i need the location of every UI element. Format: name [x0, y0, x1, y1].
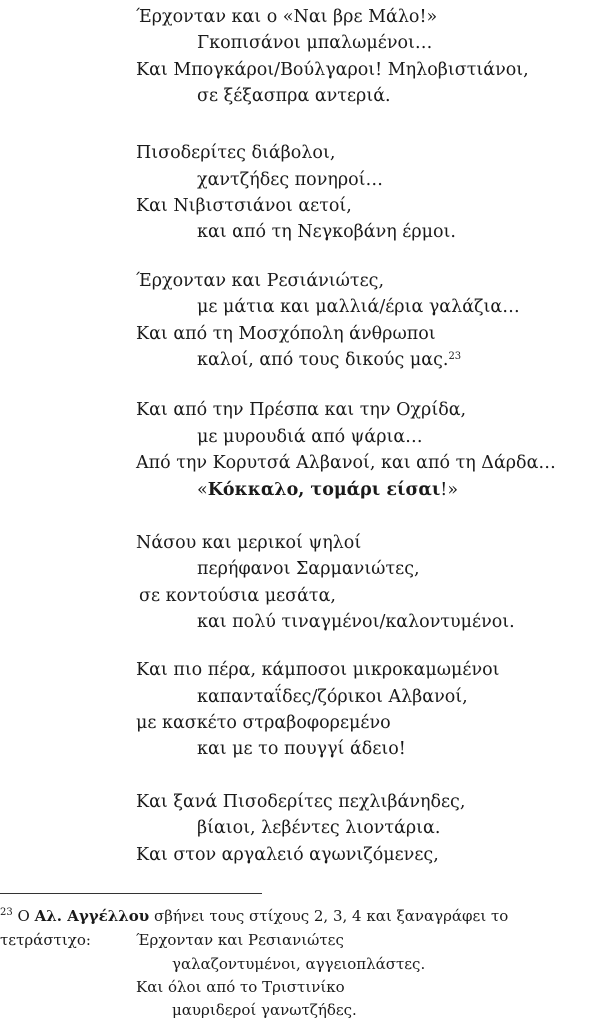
- poem-line-text: καλοί, από τους δικούς μας.: [197, 350, 449, 370]
- footnote-line: Και όλοι από το Τριστινίκο: [136, 978, 345, 996]
- poem-line: και πολύ τιναγμένοι/καλοντυμένοι.: [197, 612, 515, 632]
- poem-line-with-ref: [197, 349, 461, 371]
- poem-line: και με το πουγγί άδειο!: [197, 739, 406, 759]
- poem-line: Έρχονταν και ο «Ναι βρε Μάλο!»: [136, 7, 438, 27]
- footnote-line: γαλαζοντυμένοι, αγγειοπλάστες.: [172, 955, 426, 973]
- poem-line: Και από την Πρέσπα και την Οχρίδα,: [136, 400, 467, 420]
- poem-line: Και ξανά Πισοδερίτες πεχλιβάνηδες,: [136, 792, 466, 812]
- poem-line: Πισοδερίτες διάβολοι,: [136, 143, 336, 163]
- poem-line: Γκοπισάνοι μπαλωμένοι…: [197, 33, 433, 53]
- poem-line: Και Μπογκάροι/Βούλγαροι! Μηλοβιστιάνοι,: [136, 60, 529, 80]
- poem-line: Από την Κορυτσά Αλβανοί, και από τη Δάρδα…: [136, 453, 556, 473]
- poem-line: Και στον αργαλειό αγωνιζόμενες,: [136, 845, 439, 865]
- footnote-line: μαυριδεροί γανωτζήδες.: [172, 1001, 357, 1019]
- quote-open: «: [197, 480, 208, 500]
- footnote-label: τετράστιχο:: [0, 931, 91, 949]
- footnote-ref: 23: [448, 351, 462, 362]
- footnote-number: 23: [0, 907, 13, 918]
- poem-line: με μυρουδιά από ψάρια…: [197, 427, 423, 447]
- footnote-line: Έρχονταν και Ρεσιανιώτες: [136, 931, 344, 949]
- footnote-text: σβήνει τους στίχους 2, 3, 4 και ξαναγράφει το: [154, 907, 509, 925]
- quote-close: !»: [440, 480, 459, 500]
- footnote: [0, 906, 600, 926]
- quote-bold-text: Κόκκαλο, τομάρι είσαι: [207, 480, 441, 500]
- footnote-author: Αλ. Αγγέλλου: [34, 907, 150, 925]
- poem-line: Και από τη Μοσχόπολη άνθρωποι: [136, 324, 436, 344]
- poem-line: Και πιο πέρα, κάμποσοι μικροκαμωμένοι: [136, 660, 500, 680]
- poem-line: Νάσου και μερικοί ψηλοί: [136, 533, 362, 553]
- poem-line: και από τη Νεγκοβάνη έρμοι.: [197, 222, 456, 242]
- poem-line: σε κοντούσια μεσάτα,: [139, 586, 336, 606]
- poem-line: χαντζήδες πονηροί…: [197, 170, 384, 190]
- poem-line: καπανταΐδες/ζόρικοι Αλβανοί,: [197, 687, 468, 707]
- footnote-prefix: Ο: [17, 907, 30, 925]
- poem-line: σε ξέξασπρα αντεριά.: [197, 86, 391, 106]
- poem-line: περήφανοι Σαρμανιώτες,: [197, 559, 420, 579]
- poem-line: βίαιοι, λεβέντες λιοντάρια.: [197, 818, 441, 838]
- poem-line: Και Νιβιστσιάνοι αετοί,: [136, 196, 352, 216]
- poem-line: με κασκέτο στραβοφορεμένο: [136, 713, 391, 733]
- poem-quote-line: [197, 479, 458, 501]
- footnote-separator: [0, 893, 262, 894]
- poem-line: με μάτια και μαλλιά/έρια γαλάζια…: [197, 297, 520, 317]
- poem-line: Έρχονταν και Ρεσιάνιώτες,: [136, 271, 385, 291]
